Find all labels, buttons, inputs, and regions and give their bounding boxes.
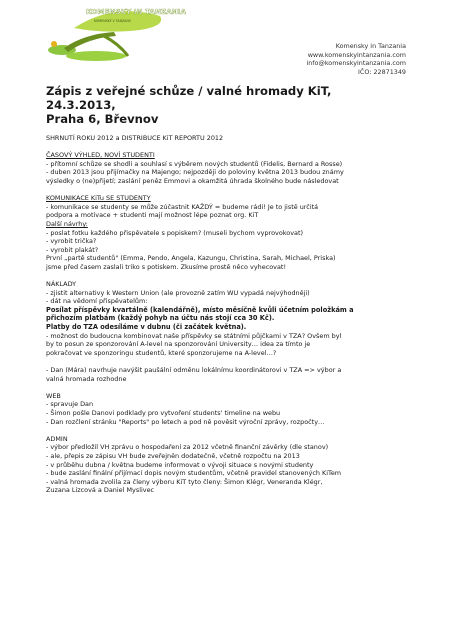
- title-line: Praha 6, Břevnov: [46, 112, 159, 126]
- text-line: - Šimon pošle Danovi podklady pro vytvoření students' timeline na webu: [46, 409, 281, 417]
- text-line: - Dan rozčlení stránku "Reports" po letech a pod ně pověsit výroční zprávy, rozpočty…: [46, 417, 325, 426]
- ico-number: IČO: 22871349: [358, 67, 406, 76]
- bold-line: přichozím platbám (každý pohyb na účtu nás stojí cca 30 Kč).: [46, 314, 275, 323]
- org-name: Komensky in Tanzania: [335, 42, 406, 50]
- text-line: - možnost do budoucna kombinovat naše příspěvky se státními půjčkami v TZA? Ovšem byl: [46, 331, 342, 340]
- text-line: - spravuje Dan: [46, 400, 94, 409]
- page-title: [46, 84, 402, 126]
- text-line: - vyrobit plakát?: [46, 245, 99, 254]
- text-line: - výbor předložil VH zprávu o hospodaření za 2012 včetně finanční závěrky (dle stanov): [46, 443, 329, 452]
- text-line: výsledky o (ne)přijetí; zaslání peněz Emmovi a okamžitá úhrada školného bude následovat: [46, 176, 339, 185]
- text-line: - poslat fotku každého přispěvatele s popiskem? (museli bychom vyprovokovat): [46, 228, 303, 237]
- title-line: Zápis z veřejné schůze / valné hromady KiT, 24.3.2013,: [46, 84, 332, 112]
- text-line: pokračovat ve sponzoringu studentů, které sponzorujeme na A-level…?: [46, 348, 277, 357]
- text-line: - dát na vědomí přispěvatelům:: [46, 297, 148, 306]
- tree-logo-icon: [44, 4, 187, 64]
- section-heading: ADMIN: [46, 434, 68, 443]
- text-line: - v průběhu dubna / května budeme informovat o vývoji situace s novými studenty: [46, 460, 314, 469]
- contact-block: [306, 42, 406, 76]
- text-line: První „partě studentů" (Emma, Pendo, Angela, Kazungu, Christina, Sarah, Michael, Priska): [46, 254, 336, 263]
- text-line: jsme před časem zaslali triko s potiskem. Zkusíme prostě něco vyhecovat!: [46, 262, 287, 271]
- logo-text: KOMENSKY IN TANZANIA: [86, 7, 187, 16]
- text-line: Zuzana Lizcová a Daniel Myslivec: [46, 486, 155, 495]
- section-heading: NÁKLADY: [46, 280, 77, 289]
- section-heading: WEB: [46, 391, 61, 400]
- website-link[interactable]: www.komenskyintanzania.com: [307, 50, 406, 59]
- email-link[interactable]: info@komenskyintanzania.com: [306, 59, 406, 68]
- text-line: - komunikace se studenty se může zúčastnit KAŽDÝ = budeme rádi! Je to jistě určitá: [46, 202, 319, 211]
- text-line: - valná hromada zvolila za členy výboru KiT tyto členy: Šimon Klégr, Veneranda Klégr,: [46, 477, 323, 486]
- section-heading: KOMUNIKACE KiTu SE STUDENTY: [46, 194, 151, 203]
- bold-line: Platby do TZA odesíláme v dubnu (či začátek května).: [46, 323, 247, 332]
- logo: [44, 4, 187, 64]
- text-line: - duben 2013 jsou přijímačky na Majengo; nejpozději do poloviny května 2013 budou známy: [46, 168, 344, 177]
- document-body: [46, 84, 402, 495]
- text-line: valná hromada rozhodne: [46, 374, 127, 383]
- summary-line: SHRNUTÍ ROKU 2012 a DISTRIBUCE KiT REPORTU 2012: [46, 134, 224, 142]
- text-line: by to posun ze sponzorování A-level na sponzorování University… idea za tímto je: [46, 340, 311, 349]
- bold-line: Posílat příspěvky kvartálně (kalendářně), místo měsíčně kvůli účetním položkám a: [46, 305, 354, 314]
- text-line: - bude zaslání finální přijímací dopis novým studentům, včetně pravidel stanovených KiTem: [46, 469, 342, 478]
- logo-subtext: KOMENSKÝ V TANZANII: [94, 19, 131, 23]
- text-line: - zjistit alternativy k Western Union (ale provozně zatím WU vypadá nejvýhodněji): [46, 288, 310, 297]
- section-heading: ČASOVÝ VÝHLED, NOVÍ STUDENTI: [46, 151, 155, 160]
- text-line: - přítomní schůze se shodli a souhlasí s výběrem nových studentů (Fidelis, Bernard a Rosse): [46, 159, 343, 168]
- subheading: Další návrhy:: [46, 219, 88, 228]
- text-line: - Dan (Mára) navrhuje navýšit paušální odměnu lokálnímu koordinátorovi v TZA => výbor a: [46, 366, 342, 375]
- text-line: - vyrobit trička?: [46, 237, 97, 246]
- text-line: podpora a motivace + studenti mají možnost lépe poznat org. KiT: [46, 211, 259, 220]
- text-line: - ale, přepis ze zápisu VH bude zveřejněn dodatečně, včetně rozpočtu na 2013: [46, 451, 300, 460]
